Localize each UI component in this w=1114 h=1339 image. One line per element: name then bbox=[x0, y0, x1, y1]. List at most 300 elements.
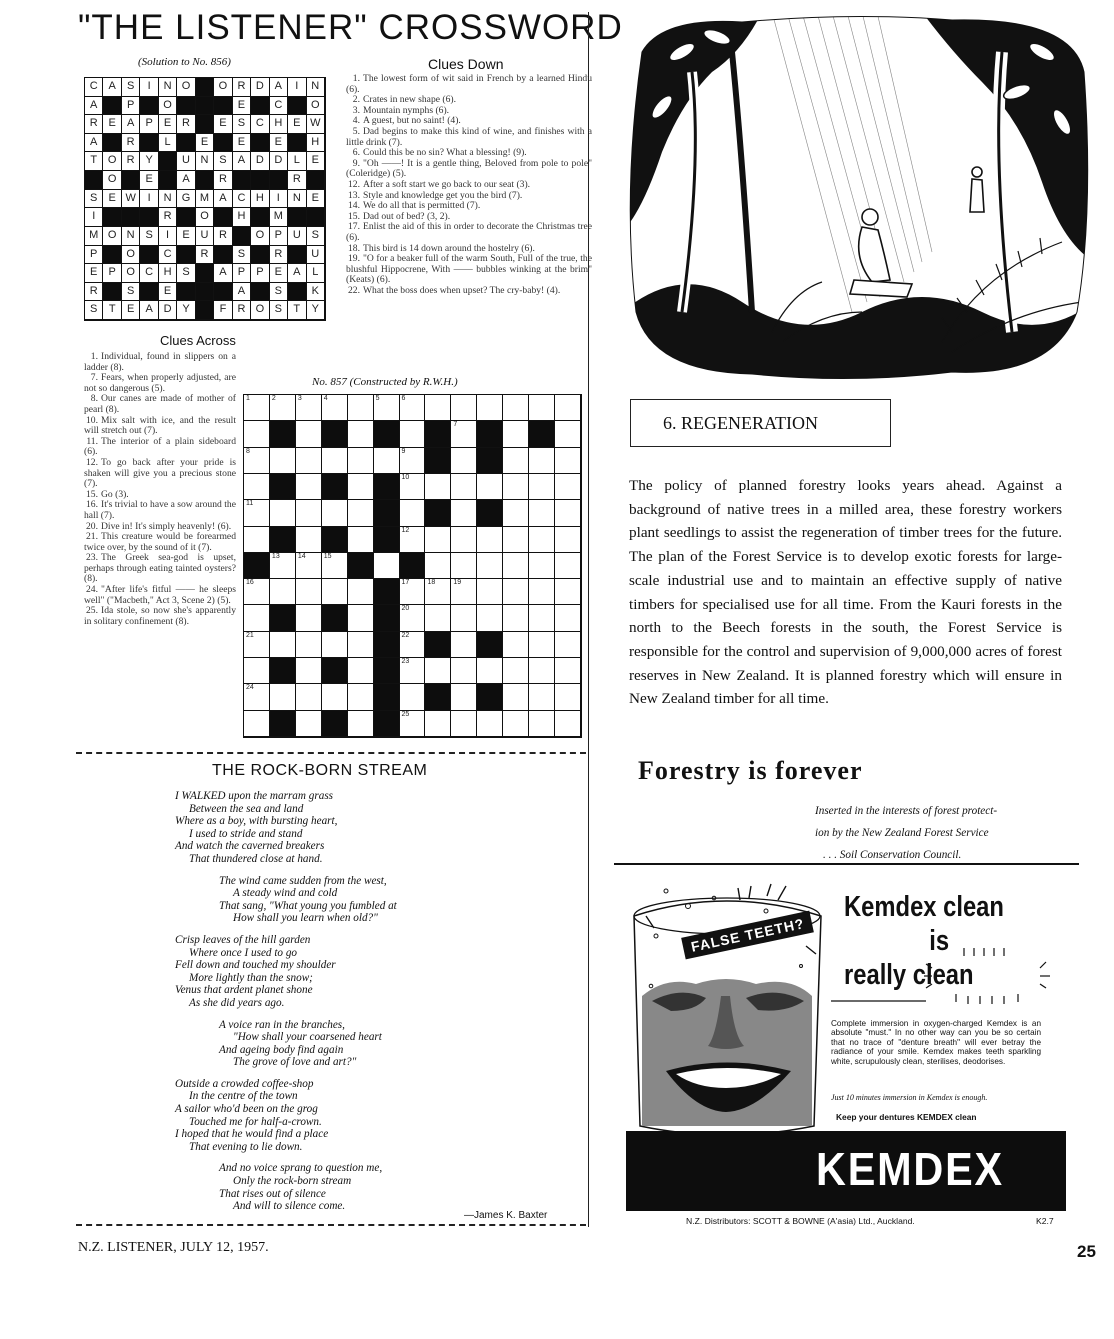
grid-cell bbox=[400, 579, 426, 605]
grid-block bbox=[374, 632, 400, 658]
grid-letter: I bbox=[140, 190, 158, 209]
clue-item bbox=[346, 127, 592, 148]
clue-number: 18. bbox=[348, 242, 360, 254]
inserted-line: . . . Soil Conservation Council. bbox=[823, 849, 962, 861]
grid-letter: G bbox=[177, 190, 195, 209]
clue-item bbox=[84, 500, 236, 521]
poem-line: Where as a boy, with bursting heart, bbox=[175, 815, 338, 828]
grid-letter: O bbox=[177, 78, 195, 97]
grid-letter: R bbox=[233, 301, 251, 320]
grid-letter: O bbox=[122, 264, 140, 283]
grid-cell bbox=[503, 711, 529, 737]
kemdex-headline bbox=[844, 890, 1016, 992]
grid-cell bbox=[296, 421, 322, 447]
grid-letter: L bbox=[159, 134, 177, 153]
grid-cell bbox=[529, 711, 555, 737]
grid-letter: U bbox=[307, 246, 325, 265]
grid-letter: S bbox=[122, 283, 140, 302]
grid-cell bbox=[503, 658, 529, 684]
poem-line: Fell down and touched my shoulder bbox=[175, 959, 336, 972]
clue-number: 15. bbox=[348, 210, 360, 222]
poem-line: As she did years ago. bbox=[189, 996, 285, 1009]
poem-line: And watch the caverned breakers bbox=[175, 840, 325, 853]
grid-block bbox=[122, 208, 140, 227]
grid-letter: E bbox=[307, 190, 325, 209]
grid-block bbox=[270, 171, 288, 190]
grid-cell bbox=[322, 448, 348, 474]
grid-block bbox=[103, 97, 121, 116]
grid-cell bbox=[529, 395, 555, 421]
clue-number: 15 bbox=[323, 552, 332, 560]
poem-line: That sang, "What young you fumbled at bbox=[219, 899, 397, 912]
grid-block bbox=[251, 134, 269, 153]
forest-illustration bbox=[622, 12, 1094, 382]
grid-letter: O bbox=[196, 208, 214, 227]
grid-block bbox=[214, 246, 232, 265]
clue-text: Individual, found in slippers on a ladder (8). bbox=[84, 351, 236, 373]
grid-block bbox=[374, 684, 400, 710]
grid-block bbox=[196, 97, 214, 116]
grid-block bbox=[103, 134, 121, 153]
grid-block bbox=[85, 171, 103, 190]
grid-letter: S bbox=[233, 246, 251, 265]
clue-item bbox=[84, 352, 236, 373]
grid-cell bbox=[296, 632, 322, 658]
clue-text: Dad begins to make this kind of wine, and finishes with a little drink (7). bbox=[346, 125, 592, 148]
clue-text: "O for a beaker full of the warm South, Full of the true, the blushful Hippocrene, With —— bubbles winking at the brim" (Keats) (6). bbox=[346, 253, 592, 286]
grid-cell bbox=[348, 658, 374, 684]
grid-cell bbox=[374, 448, 400, 474]
poem-stanza bbox=[175, 1019, 575, 1069]
publication-footer: N.Z. LISTENER, JULY 12, 1957. bbox=[78, 1240, 269, 1255]
poem-stanza bbox=[175, 1162, 575, 1212]
puzzle-label: No. 857 (Constructed by R.W.H.) bbox=[312, 376, 458, 388]
grid-letter: O bbox=[251, 301, 269, 320]
grid-letter: E bbox=[103, 190, 121, 209]
grid-cell bbox=[503, 605, 529, 631]
headline-line: Kemdex clean bbox=[844, 891, 1004, 923]
grid-letter: P bbox=[122, 97, 140, 116]
grid-letter: S bbox=[307, 227, 325, 246]
clue-number: 17 bbox=[401, 579, 410, 587]
clue-number: 17. bbox=[348, 221, 360, 233]
grid-block bbox=[270, 421, 296, 447]
dashed-divider bbox=[76, 752, 586, 754]
grid-letter: E bbox=[122, 301, 140, 320]
grid-cell bbox=[529, 579, 555, 605]
poem-line: I WALKED upon the marram grass bbox=[175, 790, 334, 802]
grid-cell bbox=[296, 684, 322, 710]
grid-letter: E bbox=[270, 264, 288, 283]
grid-block bbox=[374, 421, 400, 447]
grid-block bbox=[374, 605, 400, 631]
grid-cell bbox=[296, 579, 322, 605]
grid-block bbox=[140, 283, 158, 302]
grid-letter: S bbox=[122, 78, 140, 97]
grid-letter: Y bbox=[177, 301, 195, 320]
grid-letter: A bbox=[85, 97, 103, 116]
grid-cell bbox=[374, 395, 400, 421]
grid-letter: S bbox=[214, 152, 232, 171]
grid-block bbox=[374, 579, 400, 605]
clue-item bbox=[346, 74, 592, 95]
grid-block bbox=[348, 553, 374, 579]
grid-cell bbox=[425, 527, 451, 553]
grid-block bbox=[425, 421, 451, 447]
clue-text: This creature would be forearmed twice over, by the sound of it (7). bbox=[84, 531, 236, 553]
poem-body bbox=[175, 790, 575, 1222]
grid-block bbox=[196, 115, 214, 134]
grid-letter: M bbox=[196, 190, 214, 209]
grid-block bbox=[233, 171, 251, 190]
grid-cell bbox=[296, 395, 322, 421]
grid-letter: A bbox=[214, 264, 232, 283]
puzzle-grid bbox=[243, 394, 582, 738]
grid-cell bbox=[270, 500, 296, 526]
grid-cell bbox=[348, 421, 374, 447]
grid-letter: A bbox=[122, 115, 140, 134]
grid-block bbox=[322, 605, 348, 631]
grid-cell bbox=[244, 527, 270, 553]
grid-block bbox=[103, 283, 121, 302]
grid-cell bbox=[400, 527, 426, 553]
grid-block bbox=[425, 632, 451, 658]
grid-block bbox=[477, 632, 503, 658]
grid-letter: E bbox=[233, 134, 251, 153]
grid-letter: R bbox=[122, 134, 140, 153]
forestry-tagline: Forestry is forever bbox=[638, 756, 863, 785]
grid-block bbox=[196, 78, 214, 97]
grid-cell bbox=[348, 474, 374, 500]
grid-cell bbox=[503, 527, 529, 553]
grid-block bbox=[322, 421, 348, 447]
clue-item bbox=[84, 437, 236, 458]
grid-cell bbox=[555, 421, 581, 447]
clue-number: 25. bbox=[86, 605, 98, 617]
grid-cell bbox=[270, 579, 296, 605]
clue-text: Mountain nymphs (6). bbox=[363, 104, 450, 116]
grid-cell bbox=[503, 684, 529, 710]
grid-cell bbox=[477, 527, 503, 553]
poem-line: In the centre of the town bbox=[189, 1090, 298, 1103]
grid-cell bbox=[503, 421, 529, 447]
column-divider bbox=[588, 12, 589, 1227]
poem-line: How shall you learn when old?" bbox=[233, 912, 378, 925]
grid-block bbox=[177, 134, 195, 153]
clue-text: Dive in! It's simply heavenly! (6). bbox=[101, 520, 232, 532]
grid-block bbox=[140, 97, 158, 116]
clue-item bbox=[346, 222, 592, 243]
grid-letter: T bbox=[288, 301, 306, 320]
grid-block bbox=[374, 474, 400, 500]
clue-number: 14. bbox=[348, 200, 360, 212]
grid-cell bbox=[270, 632, 296, 658]
grid-letter: L bbox=[288, 152, 306, 171]
clue-number: 1 bbox=[246, 395, 250, 402]
grid-block bbox=[233, 227, 251, 246]
grid-letter: R bbox=[177, 115, 195, 134]
grid-cell bbox=[555, 605, 581, 631]
clues-down-heading: Clues Down bbox=[428, 56, 504, 72]
grid-cell bbox=[348, 579, 374, 605]
grid-letter: H bbox=[251, 190, 269, 209]
grid-cell bbox=[296, 500, 322, 526]
clue-item bbox=[84, 458, 236, 490]
grid-cell bbox=[400, 395, 426, 421]
grid-block bbox=[214, 134, 232, 153]
grid-cell bbox=[244, 684, 270, 710]
clue-text: We do all that is permitted (7). bbox=[363, 200, 481, 212]
grid-letter: I bbox=[85, 208, 103, 227]
grid-letter: Y bbox=[140, 152, 158, 171]
grid-letter: I bbox=[140, 78, 158, 97]
clue-number: 19 bbox=[453, 579, 462, 587]
clue-text: Style and knowledge get you the bird (7). bbox=[363, 189, 523, 201]
inserted-by-note bbox=[815, 800, 1060, 866]
grid-letter: A bbox=[270, 78, 288, 97]
clue-text: After a soft start we go back to our seat (3). bbox=[363, 178, 531, 190]
clue-item bbox=[346, 286, 592, 297]
grid-cell bbox=[529, 658, 555, 684]
poem-line: Crisp leaves of the hill garden bbox=[175, 933, 311, 946]
grid-cell bbox=[400, 421, 426, 447]
grid-block bbox=[159, 171, 177, 190]
grid-letter: A bbox=[233, 152, 251, 171]
grid-cell bbox=[529, 474, 555, 500]
clue-text: The interior of a plain sideboard (6). bbox=[84, 435, 236, 458]
grid-letter: H bbox=[233, 208, 251, 227]
grid-letter: I bbox=[288, 78, 306, 97]
kemdex-body: Complete immersion in oxygen-charged Kemdex is an absolute "must." In no other way can you be so certain that no trace of "denture breath" will ever betray the radiance of your smile. Kemdex makes teeth sparkling white, scrupulously clean, sterilises, deodorises. bbox=[831, 1019, 1041, 1066]
grid-cell bbox=[451, 605, 477, 631]
grid-cell bbox=[503, 632, 529, 658]
grid-block bbox=[214, 208, 232, 227]
clue-number: 12. bbox=[348, 178, 360, 190]
grid-letter: E bbox=[307, 152, 325, 171]
grid-letter: O bbox=[251, 227, 269, 246]
grid-letter: C bbox=[85, 78, 103, 97]
grid-letter: F bbox=[214, 301, 232, 320]
grid-block bbox=[374, 527, 400, 553]
clue-text: Mix salt with ice, and the result will stretch out (7). bbox=[84, 414, 236, 437]
kemdex-distributors: N.Z. Distributors: SCOTT & BOWNE (A'asia) Ltd., Auckland. bbox=[686, 1216, 915, 1226]
poem-line: The grove of love and art?" bbox=[233, 1056, 357, 1069]
grid-letter: P bbox=[233, 264, 251, 283]
grid-letter: O bbox=[122, 246, 140, 265]
grid-cell bbox=[322, 632, 348, 658]
grid-block bbox=[288, 283, 306, 302]
grid-letter: R bbox=[196, 246, 214, 265]
grid-cell bbox=[425, 395, 451, 421]
grid-letter: P bbox=[270, 227, 288, 246]
grid-block bbox=[374, 500, 400, 526]
grid-cell bbox=[400, 605, 426, 631]
grid-letter: E bbox=[288, 115, 306, 134]
grid-block bbox=[425, 448, 451, 474]
grid-cell bbox=[425, 711, 451, 737]
grid-cell bbox=[270, 395, 296, 421]
grid-cell bbox=[348, 605, 374, 631]
grid-letter: I bbox=[270, 190, 288, 209]
clue-text: What the boss does when upset? The cry-baby! (4). bbox=[363, 284, 561, 296]
clue-number: 6 bbox=[401, 395, 406, 402]
grid-cell bbox=[555, 711, 581, 737]
grid-letter: P bbox=[103, 264, 121, 283]
grid-letter: C bbox=[159, 246, 177, 265]
clue-number: 10. bbox=[86, 414, 98, 426]
grid-cell bbox=[270, 684, 296, 710]
grid-letter: N bbox=[196, 152, 214, 171]
grid-block bbox=[477, 448, 503, 474]
grid-cell bbox=[244, 395, 270, 421]
grid-block bbox=[270, 527, 296, 553]
clue-number: 3 bbox=[297, 395, 302, 402]
grid-letter: R bbox=[288, 171, 306, 190]
grid-letter: E bbox=[177, 227, 195, 246]
grid-block bbox=[251, 208, 269, 227]
clue-number: 8. bbox=[90, 393, 98, 405]
clue-number: 4 bbox=[323, 395, 328, 402]
grid-cell bbox=[296, 474, 322, 500]
grid-letter: S bbox=[270, 283, 288, 302]
grid-block bbox=[322, 658, 348, 684]
grid-cell bbox=[270, 553, 296, 579]
clue-item bbox=[84, 553, 236, 585]
clue-number: 12 bbox=[401, 526, 410, 534]
clue-text: Fears, when properly adjusted, are not so dangerous (5). bbox=[84, 372, 236, 394]
clue-number: 13 bbox=[271, 552, 280, 560]
grid-cell bbox=[555, 395, 581, 421]
grid-cell bbox=[400, 711, 426, 737]
clue-number: 5 bbox=[375, 395, 380, 402]
grid-cell bbox=[296, 448, 322, 474]
clue-text: A guest, but no saint! (4). bbox=[363, 115, 461, 127]
grid-block bbox=[425, 684, 451, 710]
grid-cell bbox=[477, 711, 503, 737]
grid-cell bbox=[270, 448, 296, 474]
clue-number: 22 bbox=[401, 631, 410, 639]
grid-block bbox=[196, 301, 214, 320]
grid-block bbox=[196, 171, 214, 190]
grid-block bbox=[177, 246, 195, 265]
grid-block bbox=[196, 264, 214, 283]
grid-letter: N bbox=[122, 227, 140, 246]
clues-across-heading: Clues Across bbox=[160, 333, 236, 348]
grid-cell bbox=[529, 448, 555, 474]
grid-cell bbox=[348, 448, 374, 474]
grid-letter: M bbox=[270, 208, 288, 227]
grid-letter: O bbox=[214, 78, 232, 97]
clue-number: 22. bbox=[348, 284, 360, 296]
grid-cell bbox=[555, 684, 581, 710]
grid-cell bbox=[477, 474, 503, 500]
grid-cell bbox=[322, 553, 348, 579]
grid-letter: C bbox=[270, 97, 288, 116]
clue-text: Could this be no sin? What a blessing! (9). bbox=[363, 147, 527, 159]
clue-number: 18 bbox=[427, 579, 436, 587]
clue-text: Dad out of bed? (3, 2). bbox=[363, 210, 451, 222]
grid-cell bbox=[451, 527, 477, 553]
grid-cell bbox=[555, 553, 581, 579]
poem-line: A voice ran in the branches, bbox=[219, 1018, 345, 1031]
grid-cell bbox=[400, 684, 426, 710]
grid-cell bbox=[244, 711, 270, 737]
clue-number: 16. bbox=[86, 499, 98, 511]
grid-cell bbox=[425, 579, 451, 605]
grid-cell bbox=[555, 500, 581, 526]
section-rule bbox=[614, 863, 1079, 865]
clue-text: Our canes are made of mother of pearl (8). bbox=[84, 393, 236, 415]
page-number: 25 bbox=[1077, 1242, 1096, 1261]
poem-stanza bbox=[175, 790, 575, 866]
grid-letter: C bbox=[140, 264, 158, 283]
poem-line: The wind came sudden from the west, bbox=[219, 874, 387, 887]
grid-block bbox=[251, 171, 269, 190]
clue-text: "After life's fitful —— he sleeps well" ("Macbeth," Act 3, Scene 2) (5). bbox=[84, 584, 236, 606]
grid-letter: O bbox=[103, 171, 121, 190]
grid-letter: I bbox=[159, 227, 177, 246]
poem-line: A sailor who'd been on the grog bbox=[175, 1103, 318, 1116]
clue-item bbox=[346, 254, 592, 286]
grid-letter: A bbox=[177, 171, 195, 190]
grid-letter: S bbox=[140, 227, 158, 246]
grid-block bbox=[270, 658, 296, 684]
grid-cell bbox=[400, 474, 426, 500]
poem-line: I hoped that he would find a place bbox=[175, 1128, 329, 1141]
clue-item bbox=[346, 159, 592, 180]
clue-number: 21 bbox=[246, 631, 254, 639]
grid-cell bbox=[555, 474, 581, 500]
grid-block bbox=[270, 711, 296, 737]
grid-cell bbox=[322, 579, 348, 605]
grid-letter: E bbox=[233, 97, 251, 116]
grid-cell bbox=[451, 711, 477, 737]
grid-block bbox=[400, 553, 426, 579]
grid-letter: C bbox=[233, 190, 251, 209]
grid-block bbox=[251, 246, 269, 265]
grid-letter: O bbox=[307, 97, 325, 116]
grid-cell bbox=[477, 658, 503, 684]
clue-number: 10 bbox=[401, 473, 410, 481]
grid-cell bbox=[296, 527, 322, 553]
grid-cell bbox=[322, 500, 348, 526]
grid-cell bbox=[451, 500, 477, 526]
clues-across-list bbox=[84, 352, 236, 627]
clue-text: Crates in new shape (6). bbox=[363, 94, 456, 106]
grid-letter: S bbox=[177, 264, 195, 283]
grid-cell bbox=[477, 579, 503, 605]
grid-cell bbox=[451, 474, 477, 500]
grid-cell bbox=[529, 500, 555, 526]
poem-line: And will to silence come. bbox=[233, 1200, 346, 1213]
grid-letter: S bbox=[233, 115, 251, 134]
grid-letter: P bbox=[140, 115, 158, 134]
grid-letter: D bbox=[159, 301, 177, 320]
kemdex-keep-line: Keep your dentures KEMDEX clean bbox=[836, 1112, 977, 1122]
grid-block bbox=[214, 97, 232, 116]
grid-letter: A bbox=[214, 190, 232, 209]
clue-number: 13. bbox=[348, 189, 360, 201]
grid-cell bbox=[400, 658, 426, 684]
grid-letter: A bbox=[288, 264, 306, 283]
grid-letter: R bbox=[85, 115, 103, 134]
grid-letter: P bbox=[85, 246, 103, 265]
clue-number: 3. bbox=[352, 104, 360, 116]
grid-cell bbox=[503, 395, 529, 421]
clue-number: 23 bbox=[401, 658, 410, 666]
grid-block bbox=[214, 283, 232, 302]
grid-block bbox=[177, 283, 195, 302]
